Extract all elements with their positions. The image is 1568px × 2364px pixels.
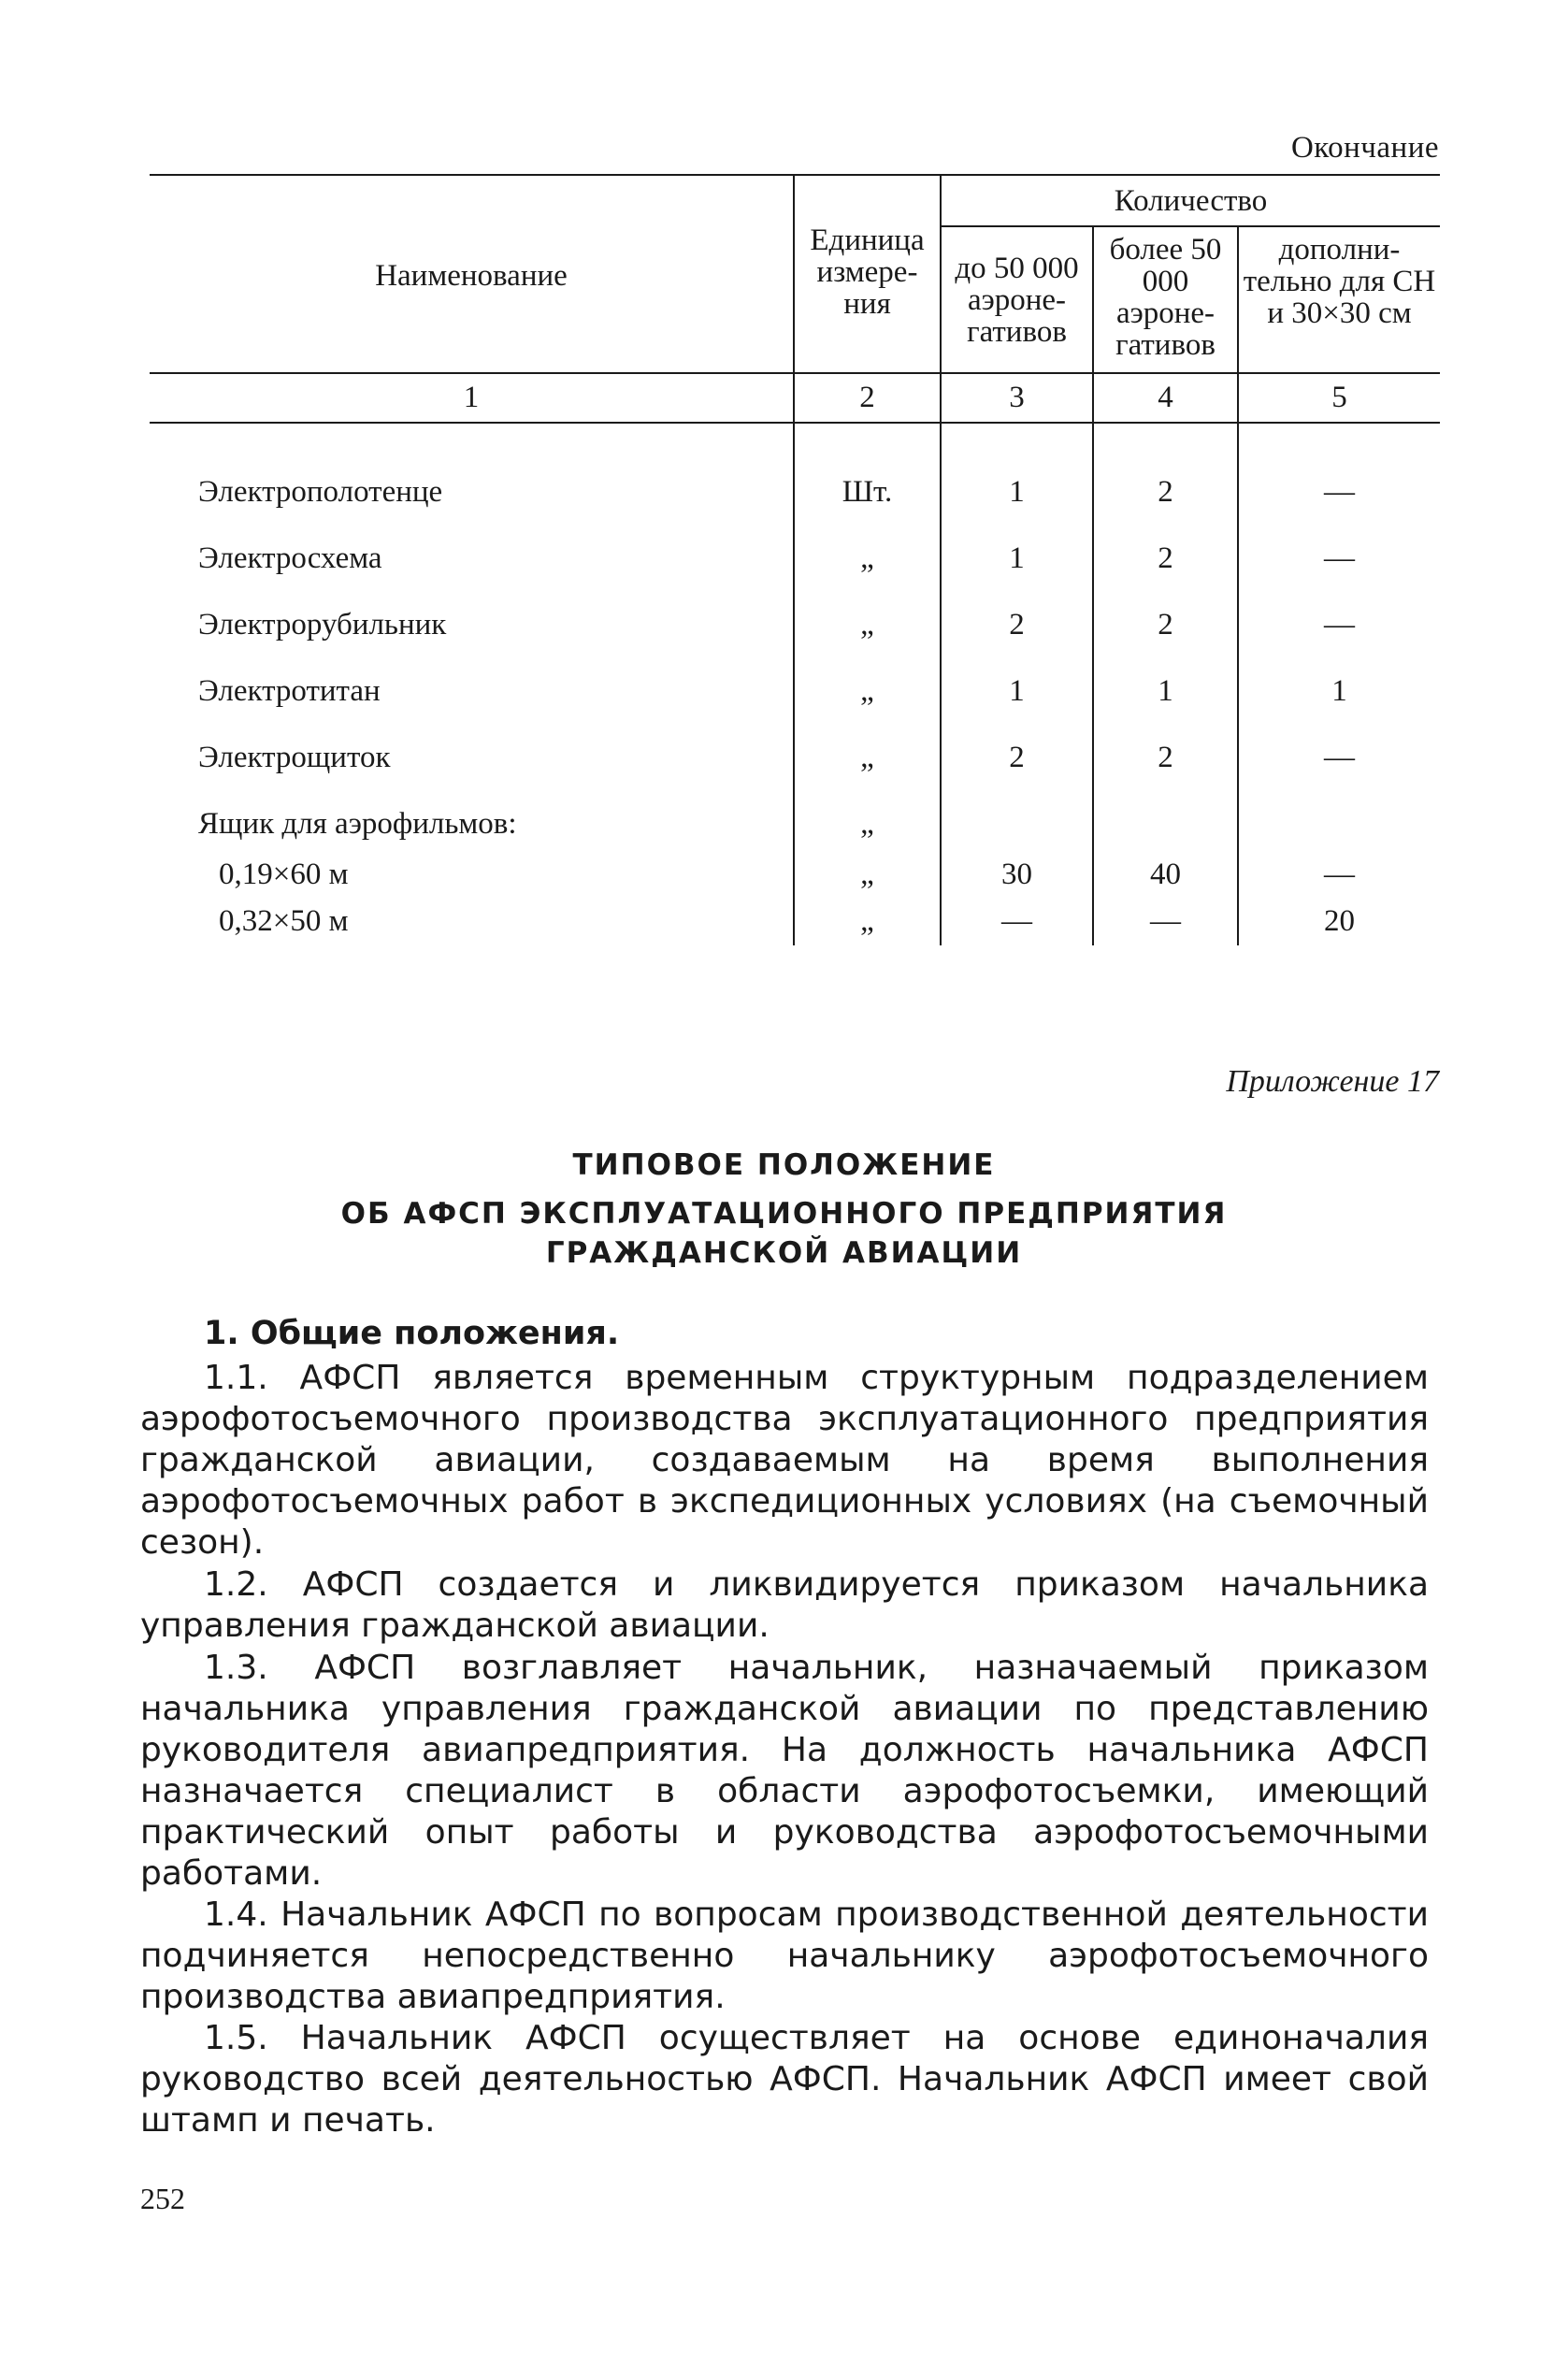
paragraph-1-3: 1.3. АФСП возглавляет начальник, назначаемый приказом начальника управления гражданской авиации по представлению руководителя авиапредприятия. На должность начальника АФСП назначается специалист в области аэрофотосъемки, имеющий практический опыт работы и руководства аэрофотосъемочными работами. bbox=[140, 1649, 1429, 1893]
paragraph-1-2: 1.2. АФСП создается и ликвидируется приказом начальника управления гражданской авиации. bbox=[140, 1565, 1429, 1645]
row-value: 1 bbox=[1331, 674, 1347, 708]
column-number: 4 bbox=[1158, 381, 1173, 414]
table-top-rule bbox=[150, 174, 1440, 176]
row-value: — bbox=[1150, 904, 1181, 938]
column-number: 3 bbox=[1009, 381, 1025, 414]
column-number: 5 bbox=[1331, 381, 1347, 414]
row-value: 20 bbox=[1324, 904, 1355, 938]
document-title-line-3: ГРАЖДАНСКОЙ АВИАЦИИ bbox=[545, 1236, 1023, 1270]
row-name: Электросхема bbox=[198, 541, 382, 575]
paragraph-1-1: 1.1. АФСП является временным структурным подразделением аэрофотосъемочного производства эксплуатационного предприятия гражданской авиации, создаваемым на время выполнения аэрофотосъемочных работ в экспедиционных условиях (на съемочный сезон). bbox=[140, 1359, 1429, 1562]
row-value: 2 bbox=[1158, 608, 1173, 641]
row-value: 2 bbox=[1158, 541, 1173, 575]
row-value: 2 bbox=[1158, 741, 1173, 774]
row-value: — bbox=[1324, 608, 1355, 641]
header-quantity-extra: дополни- тельно для СН и 30×30 см bbox=[1243, 233, 1436, 330]
continuation-label: Окончание bbox=[1290, 131, 1439, 165]
row-value: 1 bbox=[1009, 541, 1025, 575]
column-number-rule bbox=[150, 422, 1440, 424]
row-name: Электрополотенце bbox=[198, 475, 443, 509]
header-quantity-over: более 50 000 аэроне- гативов bbox=[1109, 233, 1222, 362]
row-value: — bbox=[1001, 904, 1032, 938]
document-title-line-2: ОБ АФСП ЭКСПЛУАТАЦИОННОГО ПРЕДПРИЯТИЯ bbox=[340, 1197, 1228, 1231]
row-unit: „ bbox=[860, 858, 874, 891]
row-name: 0,19×60 м bbox=[219, 858, 349, 891]
equipment-table bbox=[150, 174, 1440, 945]
header-quantity-upto: до 50 000 аэроне- гативов bbox=[955, 252, 1079, 349]
row-unit: „ bbox=[860, 608, 874, 641]
row-value: — bbox=[1324, 475, 1355, 509]
row-value: — bbox=[1324, 858, 1355, 891]
quantity-rule bbox=[940, 225, 1440, 227]
page-number: 252 bbox=[140, 2182, 185, 2215]
row-name: Электрощиток bbox=[198, 741, 391, 774]
row-unit: Шт. bbox=[842, 475, 893, 509]
row-value: 1 bbox=[1158, 674, 1173, 708]
row-value: 30 bbox=[1001, 858, 1032, 891]
row-name: Ящик для аэрофильмов: bbox=[198, 807, 517, 841]
row-name: 0,32×50 м bbox=[219, 904, 349, 938]
row-value: 2 bbox=[1158, 475, 1173, 509]
row-value: 1 bbox=[1009, 674, 1025, 708]
appendix-label: Приложение 17 bbox=[1226, 1064, 1439, 1099]
header-bottom-rule bbox=[150, 372, 1440, 374]
column-number: 1 bbox=[463, 381, 480, 414]
paragraph-1-5: 1.5. Начальник АФСП осуществляет на основе единоначалия руководство всей деятельностью АФСП. Начальник АФСП имеет свой штамп и печать. bbox=[140, 2019, 1429, 2140]
header-unit: Единица измере- ния bbox=[810, 223, 925, 321]
row-value: 40 bbox=[1150, 858, 1181, 891]
document-title-line-1: ТИПОВОЕ ПОЛОЖЕНИЕ bbox=[572, 1148, 996, 1182]
paragraph-1-4: 1.4. Начальник АФСП по вопросам производственной деятельности подчиняется непосредственно начальнику аэрофотосъемочного производства авиапредприятия. bbox=[140, 1896, 1429, 2016]
column-number: 2 bbox=[859, 381, 875, 414]
row-unit: „ bbox=[860, 741, 874, 774]
row-value: 1 bbox=[1009, 475, 1025, 509]
col-divider-4 bbox=[1237, 225, 1239, 945]
row-name: Электротитан bbox=[198, 674, 381, 708]
row-unit: „ bbox=[860, 904, 874, 938]
row-value: 2 bbox=[1009, 608, 1025, 641]
row-unit: „ bbox=[860, 807, 874, 841]
header-quantity: Количество bbox=[1114, 184, 1268, 218]
row-name: Электрорубильник bbox=[198, 608, 447, 641]
row-value: — bbox=[1324, 741, 1355, 774]
row-unit: „ bbox=[860, 541, 874, 575]
section-heading: 1. Общие положения. bbox=[204, 1315, 620, 1352]
header-name: Наименование bbox=[375, 259, 568, 293]
row-value: — bbox=[1324, 541, 1355, 575]
row-unit: „ bbox=[860, 674, 874, 708]
row-value: 2 bbox=[1009, 741, 1025, 774]
